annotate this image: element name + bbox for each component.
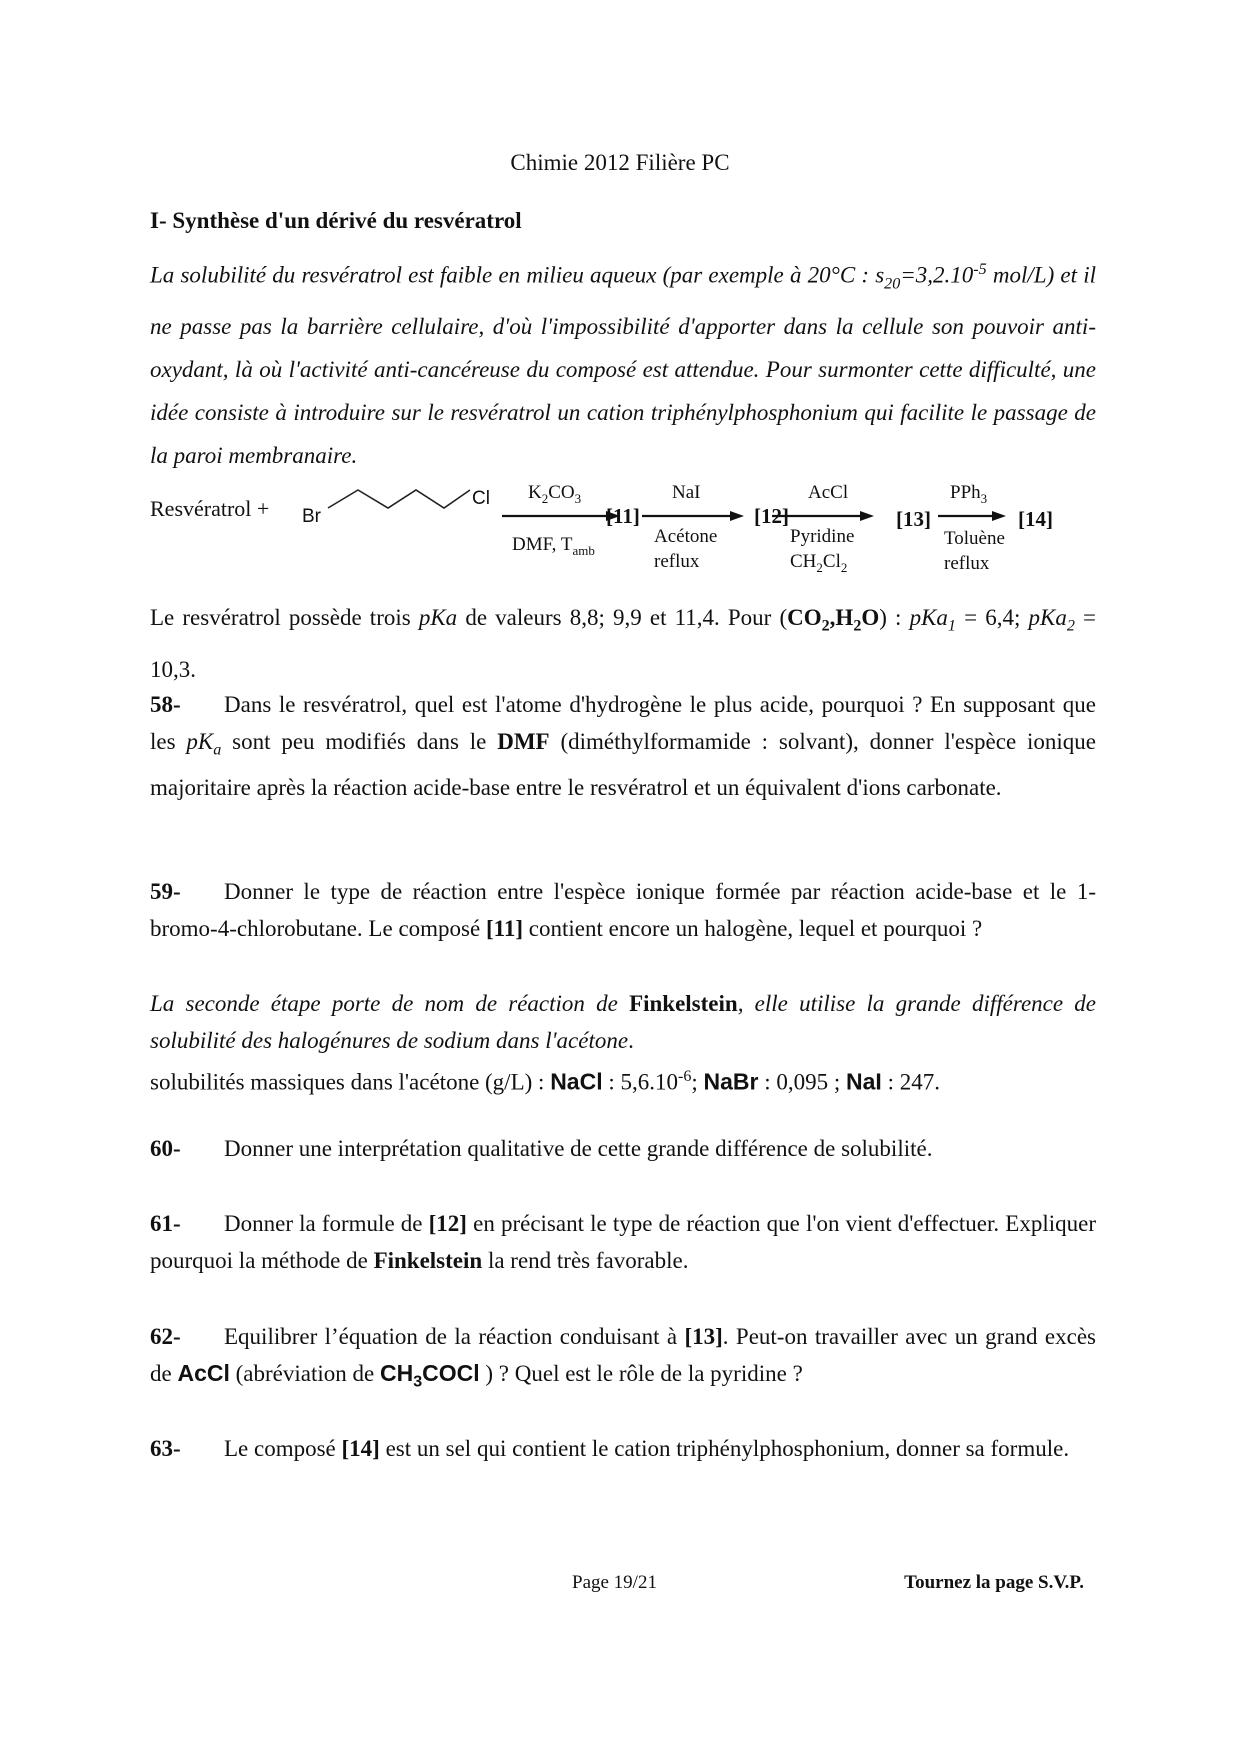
pka2-symbol: pKa$_2$ [1028,605,1075,635]
question-number: 60- [150,1136,181,1161]
step2-condition: reflux [654,551,700,572]
step1-conditions: DMF, $T_{amb}$ [512,534,595,558]
question-text: Dans le resvératrol, quel est l'atome d'hydrogène le plus acide, pourquoi ? En supposant que les [150,692,1096,754]
question-58 [150,686,1096,806]
question-number: 63- [150,1436,181,1461]
note-text: . [628,1028,634,1053]
question-number: 58- [150,692,181,717]
pka-text: = 10,3. [150,605,1096,682]
solubility-text: ; [691,1069,704,1095]
question-text: Donner le type de réaction entre l'espèce ionique formée par réaction acide-base et le 1-bromo-4-chlorobutane. Le composé [150,879,1096,941]
step4-reagent: PPh$_3$ [950,482,988,506]
step1-reagent: $K_2CO_3$ [528,482,582,506]
compound-ref: [13] [684,1324,723,1349]
scheme-cl: Cl [472,488,490,509]
molecule-backdrop [300,478,492,542]
scheme-br: Br [302,506,321,527]
compound-ref: [14] [341,1436,380,1461]
step3-solvent: $CH_2Cl_2$ [790,551,848,575]
step3-base: Pyridine [790,526,855,547]
pka-symbol: $pK_a$ [186,729,222,759]
question-60 [150,1130,1096,1167]
question-text: est un sel qui contient le cation triphénylphosphonium, donner sa formule. [379,1436,1070,1461]
intro-sup: -5 [973,261,987,278]
reaction-scheme [150,478,1130,590]
intro-text-1: La solubilité du resvératrol est faible en milieu aqueux (par exemple à 20°C : s [150,262,885,288]
question-text: contient encore un halogène, lequel et pourquoi ? [523,916,983,941]
step4-solvent: Toluène [944,528,1005,549]
question-text: (diméthylformamide : solvant), donner l'espèce ionique majoritaire après la réaction acide-base entre le resvératrol et un équivalent d'ions carbonate. [150,729,1096,800]
question-text: sont peu modifiés dans le [221,729,498,754]
pka-text: Le resvératrol possède trois [150,605,419,630]
nacl-label: NaCl [550,1068,603,1095]
solubility-line [150,1058,1096,1101]
question-number: 59- [150,879,181,904]
section-title: I- Synthèse d'un dérivé du resvératrol [150,208,522,233]
intro-text-3: mol/L) et il ne passe pas la barrière cellulaire, d'où l'impossibilité d'apporter dans la cellule son pouvoir anti-oxydant, là où l'activité anti-cancéreuse du composé est attendue. Pour surmonter cette difficulté, une idée consiste à introduire sur le resvératrol un cation triphénylphosphonium qui facilite le passage de la paroi membranaire. [150,262,1096,469]
solubility-text: : 0,095 ; [758,1069,847,1095]
page-number: Page 19/21 [572,1572,657,1593]
intro-text-2: =3,2.10 [900,262,974,288]
nai-label: NaI [846,1068,882,1095]
finkelstein-name: Finkelstein [629,991,738,1016]
question-text: Equilibrer l’équation de la réaction conduisant à [224,1324,685,1349]
step4-arrowhead [992,511,1006,521]
question-text: ) ? Quel est le rôle de la pyridine ? [479,1361,803,1386]
product-13: [13] [896,507,931,531]
nacl-exponent: -6 [677,1068,692,1085]
question-59 [150,873,1096,947]
dmf-label: DMF [497,729,550,754]
pka-paragraph [150,596,1096,691]
question-62 [150,1318,1096,1401]
finkelstein-name: Finkelstein [373,1248,483,1273]
compound-ref: [11] [485,916,524,941]
page-title: Chimie 2012 Filière PC [510,150,730,175]
pka-text: = 6,4; [955,605,1029,630]
step3-reagent: AcCl [808,482,849,503]
accl-label: AcCl [177,1360,230,1386]
step2-arrowhead [730,511,744,521]
question-text: . Peut-on travailler avec un grand excès de [150,1324,1096,1386]
question-text: Donner la formule de [224,1211,429,1236]
product-14: [14] [1018,507,1053,531]
compound-ref: [12] [428,1211,467,1236]
intro-paragraph [150,248,1096,477]
solubility-text: : 247. [881,1069,940,1095]
finkelstein-note [150,985,1096,1059]
pka-text: ) : [879,605,910,630]
step4-condition: reflux [944,553,990,574]
question-61 [150,1205,1096,1279]
question-text: en précisant le type de réaction que l'on vient d'effectuer. Expliquer pourquoi la méthode de [150,1211,1096,1273]
question-number: 62- [150,1324,181,1349]
question-text: Donner une interprétation qualitative de cette grande différence de solubilité. [224,1136,933,1161]
question-63 [150,1430,1096,1467]
reaction-scheme-svg [150,478,1130,590]
question-text: Le composé [224,1436,342,1461]
turn-page-note: Tournez la page S.V.P. [904,1572,1084,1593]
ch3cocl-formula: $CH_3COCl$ [379,1360,480,1391]
step3-arrowhead [860,511,874,521]
step2-solvent: Acétone [654,526,718,547]
pka-symbol: pKa [418,605,458,630]
step2-reagent: NaI [672,482,701,503]
solubility-text: solubilités massiques dans l'acétone (g/L) : [150,1069,551,1095]
note-text: , elle utilise la grande différence de solubilité des halogénures de sodium dans l'acétone [150,991,1097,1053]
pka1-symbol: pKa$_1$ [909,605,956,635]
product-11: [11] [606,504,640,528]
solubility-text: : 5,6.10 [602,1069,678,1095]
question-text: (abréviation de [229,1361,380,1386]
question-number: 61- [150,1211,181,1236]
note-text: La seconde étape porte de nom de réaction de [150,991,630,1016]
co2-h2o: $CO_2,H_2O$ [787,605,880,635]
pka-text: de valeurs 8,8; 9,9 et 11,4. Pour ( [457,605,788,630]
question-text: la rend très favorable. [482,1248,689,1273]
scheme-reactant: Resvératrol + [150,496,270,521]
product-12: [12] [754,504,789,528]
nabr-label: NaBr [703,1068,759,1095]
intro-sub: 20 [884,275,901,293]
